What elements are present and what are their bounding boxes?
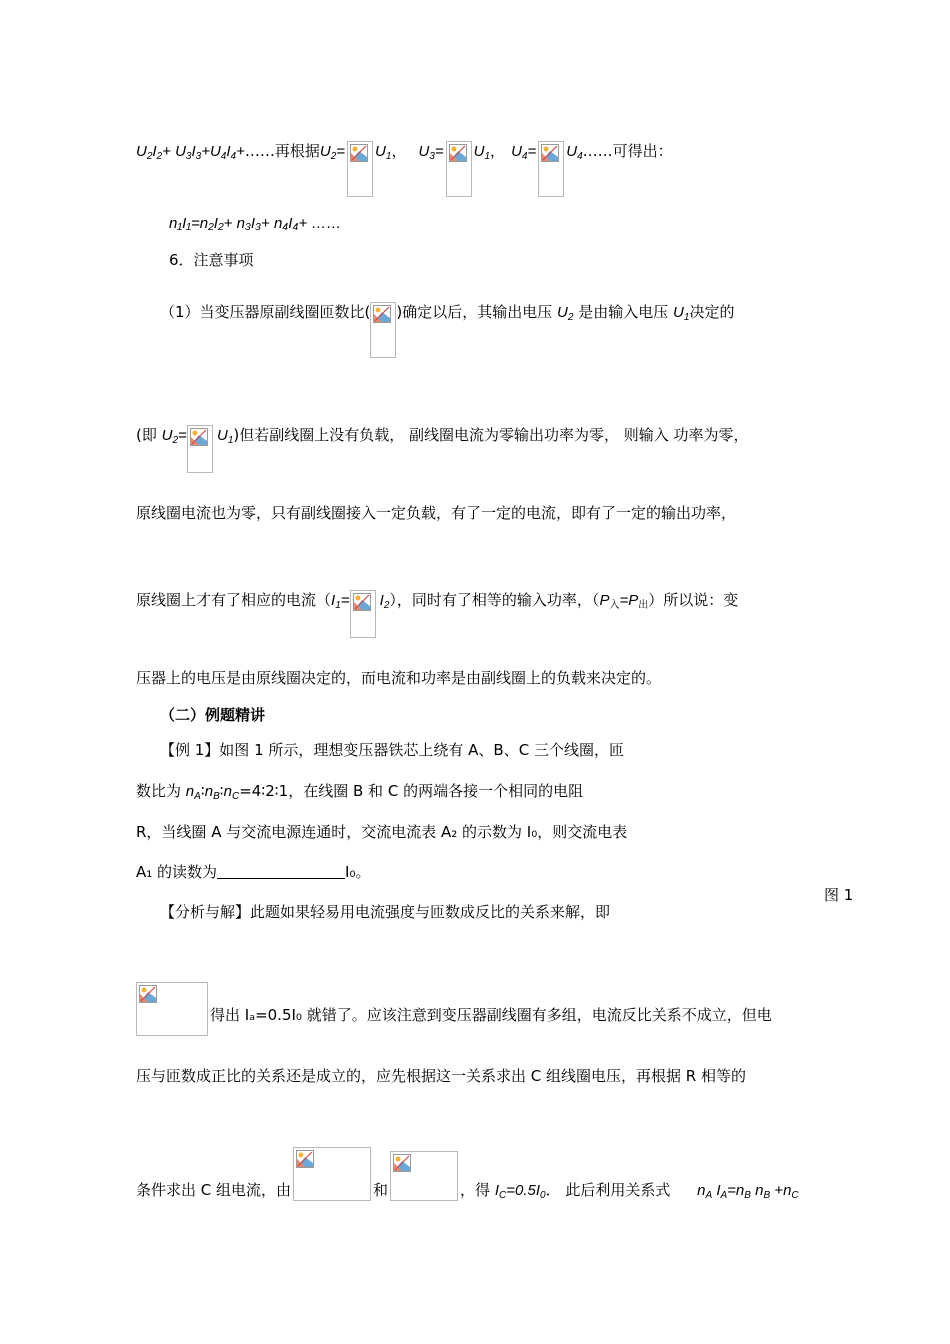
section-heading-examples: （二）例题精讲: [160, 706, 266, 724]
section-heading-6: 6．注意事项: [169, 251, 254, 269]
text-segment: )确定以后，其输出电压: [396, 303, 553, 321]
formula-image-placeholder: [538, 141, 564, 197]
text-segment: ，得: [460, 1181, 491, 1199]
text-segment: ……可得出：: [582, 142, 673, 160]
analysis-line-4: 条件求出 C 组电流，由 和 ，得 $I_C=0.5I_0$． 此后利用关系式 $n_A$ $I_A=n_B$ $n_B +n_C$: [136, 1147, 799, 1201]
text-segment: 决定的: [689, 303, 735, 321]
text-segment: ． 此后利用关系式: [545, 1181, 671, 1199]
text-segment: (即: [136, 426, 157, 444]
note-line-3: 原线圈电流也为零，只有副线圈接入一定负载，有了一定的电流，即有了一定的输出功率，: [136, 504, 737, 522]
analysis-line-2: [136, 982, 772, 1036]
text-segment: 条件求出 C 组电流，由: [136, 1181, 292, 1199]
formula-image-placeholder: [370, 302, 396, 358]
formula-image-placeholder: [350, 590, 376, 638]
formula-image-placeholder: [136, 982, 208, 1036]
text-segment: ，在线圈 B 和 C 的两端各接一个相同的电阻: [288, 782, 584, 800]
answer-blank[interactable]: [217, 863, 345, 879]
note-line-4: 原线圈上才有了相应的电流（$I_1=$ $I_2$），同时有了相等的输入功率，$(P_入=P_出)$所以说：变: [136, 590, 738, 638]
text-segment: 再根据: [274, 142, 320, 160]
analysis-line-3: 压与匝数成正比的关系还是成立的，应先根据这一关系求出 C 组线圈电压，再根据 R 相等的: [136, 1067, 746, 1085]
text-segment: 是由输入电压: [578, 303, 669, 321]
note-line-5: 压器上的电压是由原线圈决定的，而电流和功率是由副线圈上的负载来决定的。: [136, 669, 662, 687]
formula-image-placeholder: [446, 141, 472, 197]
formula-image-placeholder: [390, 1151, 458, 1201]
text-segment: 但若副线圈上没有负载， 副线圈电流为零输出功率为零， 则输入 功率为零，: [239, 426, 749, 444]
example-1-line-3: R，当线圈 A 与交流电源连通时，交流电流表 A₂ 的示数为 I₀，则交流电表: [136, 823, 628, 841]
equation-line-2: n₁I₁=n₂I₂+ n₃I₃+ n₄I₄+ ……: [169, 215, 342, 232]
text-segment: ）所以说：变: [648, 591, 739, 609]
text-segment: 和: [373, 1181, 389, 1199]
text-segment: （1）当变压器原副线圈匝数比(: [160, 303, 371, 321]
analysis-line-1: 【分析与解】此题如果轻易用电流强度与匝数成反比的关系来解，即: [160, 903, 611, 921]
figure-label: 图 1: [824, 886, 854, 904]
text-segment: 数比为: [136, 782, 182, 800]
example-1-line-1: 【例 1】如图 1 所示，理想变压器铁芯上绕有 A、B、C 三个线圈，匝: [160, 741, 624, 759]
equation-line-1: $U_2I_2+$ $U_3I_3+U_4I_4+\dots\dots$再根据$U_2=$ $U_1$， $U_3=$ $U_1$， $U_4=$ $U_4\dots\dots$可得出：: [136, 141, 673, 197]
text-segment: ），同时有了相等的输入功率，（: [389, 591, 600, 609]
formula-image-placeholder: [347, 141, 373, 197]
text-segment: 原线圈上才有了相应的电流（: [136, 591, 332, 609]
example-1-line-4: [136, 862, 370, 882]
note-line-2: (即 $U_2=$ $U_1$)但若副线圈上没有负载， 副线圈电流为零输出功率为零， 则输入 功率为零，: [136, 425, 749, 473]
text-segment: 得出 Iₐ=0.5I₀ 就错了。应该注意到变压器副线圈有多组，电流反比关系不成立，但电: [210, 1006, 772, 1024]
formula-image-placeholder: [187, 425, 213, 473]
example-1-line-2: 数比为 $n_A∶n_B∶n_C=4∶2∶1$，在线圈 B 和 C 的两端各接一个相同的电阻: [136, 782, 584, 802]
formula-image-placeholder: [293, 1147, 371, 1201]
text-segment: I₀。: [345, 863, 371, 881]
text-segment: A₁ 的读数为: [136, 863, 218, 881]
note-line-1: （1）当变压器原副线圈匝数比( )确定以后，其输出电压 $U_2$ 是由输入电压 $U_1$决定的: [160, 302, 734, 358]
